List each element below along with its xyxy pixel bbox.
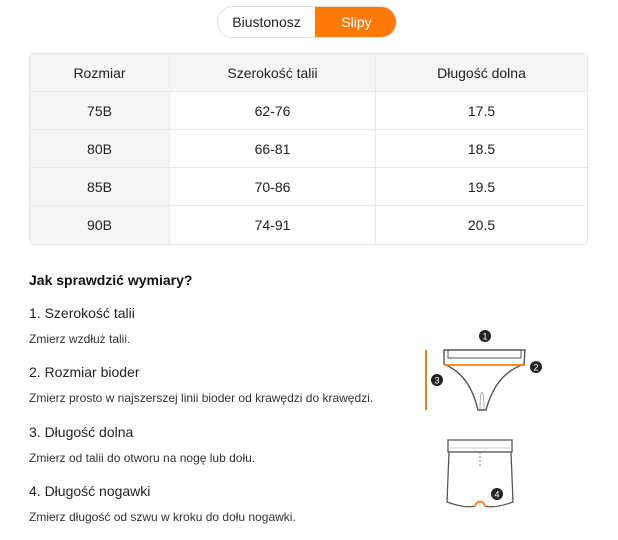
cell-size: 80B <box>30 130 170 168</box>
item-4-title: 4. Długość nogawki <box>29 483 151 499</box>
briefs-measure-illustration <box>420 326 550 416</box>
boyshort-measure-illustration <box>440 436 520 516</box>
tab-biustonosz[interactable]: Biustonosz <box>232 14 301 30</box>
item-3-desc: Zmierz od talii do otworu na nogę lub dołu. <box>29 451 256 465</box>
cell-waist: 74-91 <box>170 206 376 244</box>
table-row <box>30 206 587 244</box>
garment-toggle <box>217 6 397 38</box>
item-1-title: 1. Szerokość talii <box>29 305 135 321</box>
marker-2-label: 2 <box>533 362 539 373</box>
item-1-desc: Zmierz wzdłuż talii. <box>29 332 131 346</box>
header-waist: Szerokość talii <box>170 54 376 92</box>
cell-length: 19.5 <box>376 168 587 206</box>
table-row <box>30 168 587 206</box>
cell-waist: 66-81 <box>170 130 376 168</box>
cell-length: 20.5 <box>467 217 496 233</box>
leg-measure-line <box>475 502 485 507</box>
cell-waist: 62-76 <box>170 92 376 130</box>
item-2-desc: Zmierz prosto w najszerszej linii bioder od krawędzi do krawędzi. <box>29 391 374 405</box>
table-header-row <box>30 54 587 92</box>
cell-length: 17.5 <box>376 92 587 130</box>
marker-1-label: 1 <box>482 331 488 342</box>
boyshort-waistband <box>448 440 512 452</box>
item-3-title: 3. Długość dolna <box>29 424 134 440</box>
table-row <box>30 92 587 130</box>
header-size: Rozmiar <box>30 54 170 92</box>
marker-4-label: 4 <box>494 489 500 500</box>
item-2-title: 2. Rozmiar bioder <box>29 364 140 380</box>
cell-length: 18.5 <box>376 130 587 168</box>
header-length: Długość dolna <box>376 54 587 92</box>
cell-size: 75B <box>30 92 170 130</box>
briefs-outline <box>444 350 525 410</box>
table-row <box>30 130 587 168</box>
cell-size: 85B <box>30 168 170 206</box>
tab-slipy[interactable]: Slipy <box>315 7 397 37</box>
marker-3-label: 3 <box>434 375 440 386</box>
cell-waist: 70-86 <box>170 168 376 206</box>
item-4-desc: Zmierz długość od szwu w kroku do dołu nogawki. <box>29 510 296 524</box>
cell-size: 90B <box>30 206 170 244</box>
size-table <box>29 53 588 245</box>
howto-title: Jak sprawdzić wymiary? <box>29 272 193 288</box>
